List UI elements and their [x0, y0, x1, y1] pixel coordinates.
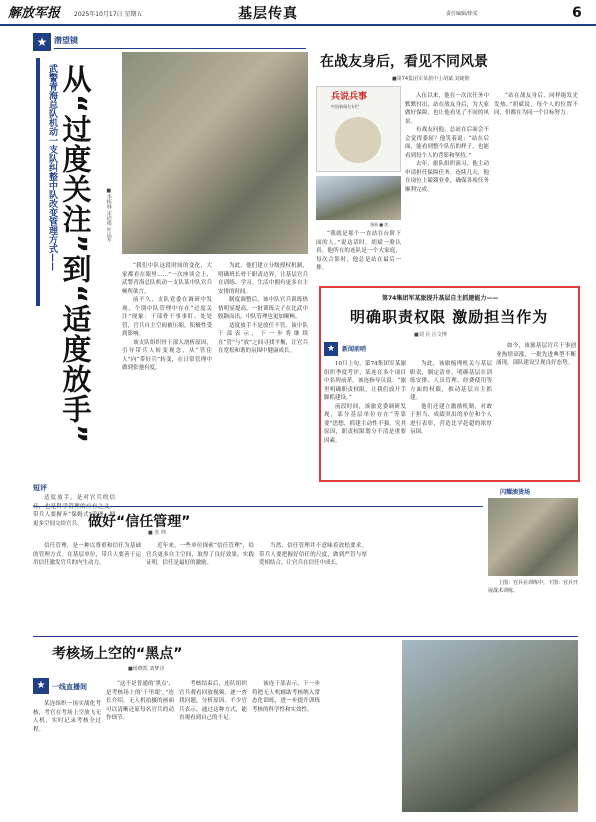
soldier-cartoon-icon: [335, 117, 381, 163]
paragraph: 如今，该旅基层官兵干事创业热情高涨，一批先进典型不断涌现，部队建设呈现良好态势。: [496, 343, 576, 367]
paragraph: “这不是普通的‘黑点’，是考核场上的‘千里眼’。”连长介绍，无人机拍摄的画面可以清晰还原每名官兵的动作细节。: [106, 681, 174, 722]
paragraph: 前不久，支队党委在调研中发现，个别中队管理中存在“过度关注”现象：干部骨干事事盯、处处管，官兵自主空间被压缩，积极性受到影响。: [122, 297, 212, 338]
feature4-photo: [402, 640, 578, 812]
paragraph: 该支队组织骨干深入剖析原因，引导带兵人转变观念，从“管住人”向“带好兵”转变，在日常管理中做到张弛有度。: [122, 339, 212, 372]
newspaper-logo: 解放军报: [8, 6, 61, 21]
news-title: 明确职责权限 激励担当作为: [350, 308, 549, 326]
news-byline: ■刘 兵 汪文博: [414, 332, 447, 338]
divider: [33, 636, 578, 637]
paragraph: 该连干部表示，下一步将把无人机辅助考核纳入常态化训练，进一步提升训练考核的科学性和实效性。: [252, 681, 320, 713]
cartoon-sublabel: 中国新闻名专栏: [331, 104, 359, 109]
paragraph: 为此，该旅梳理机关与基层职责，制定清单，明确基层在训练安排、人员管理、经费使用等方面的权限，推动基层自主抓建。: [410, 361, 492, 402]
paragraph: 上图：官兵在训练中。下图：官兵开展战术训练。: [488, 580, 579, 594]
article-photo: [316, 176, 401, 220]
feature-title: 从“过度关注”到“适度放手”: [58, 64, 93, 445]
paragraph: 制度调整后，该中队官兵训练热情明显提高，一批训练尖子在比武中脱颖而出，中队管理也更加顺畅。: [218, 297, 308, 321]
article-title: 做好“信任管理”: [88, 514, 191, 530]
page-number: 6: [572, 5, 582, 21]
paragraph: 他们还建立激励机制，对敢于担当、成绩突出的单位和个人进行表彰，营造比学赶超的浓厚氛围。: [410, 403, 492, 436]
paragraph: 适度放手不是放任不管。该中队干部表示，下一步将继续在“管”与“放”之间寻找平衡，让官兵在宽松和谐的氛围中健康成长。: [218, 322, 308, 355]
paragraph: “站在战友身后，同样能发光发热。”胡斌说，每个人的位置不同，但都在为同一个目标努力。: [494, 93, 578, 117]
editor-credit: 责任编辑/徐雯: [446, 11, 478, 17]
feature-subtitle: 武警青海总队机动一支队纠整中队改变管理方式——: [46, 64, 57, 271]
paragraph: 入伍以来，他在一次次任务中默默付出，站在战友身后，为大家做好保障，也让他看见了不同的风景。: [405, 93, 489, 125]
masthead: [0, 0, 596, 26]
article-title: 在战友身后，看见不同风景: [320, 54, 488, 70]
article-title: 考核场上空的“黑点”: [52, 646, 183, 662]
section-title: 基层传真: [238, 6, 298, 22]
paragraph: 10月上旬，第74集团军某旅组织季度考评，某连在多个项目中名列前茅。该连指导员说：“旅里明确职责权限，让我们放开手脚抓建设。”: [324, 361, 406, 402]
cartoon-caption: 漫画 ■ 凯: [370, 222, 389, 227]
divider: [33, 506, 483, 507]
article3-body-col2: [146, 542, 254, 634]
feature-photo: [122, 52, 308, 254]
commentary-label: 短评: [33, 484, 47, 492]
star-icon: ★: [33, 678, 49, 694]
feature4-body-col4: [252, 680, 320, 812]
article-byline: ■ 张 帅: [148, 530, 166, 536]
issue-date: 2025年10月17日 星期五: [74, 11, 143, 18]
news-body-col3: [496, 342, 576, 478]
paragraph: 近年来，一些单位探索“信任管理”，给官兵更多自主空间，取得了良好效果。实践证明，信任是最好的激励。: [146, 543, 254, 567]
paragraph: 为此，他们建立分级授权机制，明确班长骨干职责边界，让基层官兵在训练、学习、生活中拥有更多自主安排的时间。: [218, 263, 308, 295]
article-byline: ■第74集团军某旅中士胡斌 刘婕维: [392, 76, 470, 82]
paragraph: 某连组织一场实战化考核，考官在考场上空放飞无人机，实时记录考核全过程。: [33, 701, 101, 733]
news-label: 新闻前哨: [342, 346, 367, 353]
article-body-col1: [316, 230, 401, 282]
paragraph: 有战友问他，总站在后面会不会觉得委屈？他笑着说：“站在后面，能看到整个队伍的样子，也能看到每个人的背影和坚持。”: [405, 127, 489, 159]
photo-section-label: 闪耀滚烫场: [500, 489, 531, 496]
column-label: 一线直播间: [52, 683, 87, 691]
article-byline: ■杨晓凯 刘梦诗: [128, 666, 165, 672]
cartoon-illustration: [316, 86, 401, 172]
feature4-body-col3: [179, 680, 247, 812]
column-label: 潜望镜: [54, 36, 78, 45]
paragraph: 信任管理，是一种以尊重和信任为基础的管理方式。在基层单位，带兵人要善于运用信任激发官兵的内生动力。: [33, 543, 141, 567]
article3-body-col1: [33, 542, 141, 634]
news-body-col2: [410, 360, 492, 478]
section-photo: [488, 498, 578, 576]
feature4-body-col2: [106, 680, 174, 812]
paragraph: “我们中队这段时间的变化，大家都看在眼里……”一次座谈会上，武警青海总队机动一支队某中队官兵畅所欲言。: [122, 263, 212, 295]
article-body-col2: [405, 92, 489, 282]
paragraph: 前段时间，该旅党委调研发现，部分基层单位存在“等靠要”思想，抓建主动性不强。究其原因，职责权限划分不清是重要因素。: [324, 403, 406, 444]
paragraph: 适度放手，是对官兵的信 带兵人要摒弃“保姆式”管理，把更多空间交给官兵。: [33, 495, 115, 527]
feature4-body-col1: [33, 700, 101, 812]
feature-body-col1: [122, 262, 212, 494]
feature-byline: ■李栋林 宋培根 叶运军: [105, 188, 112, 243]
paragraph: “我就是那个一直站在台阶下面的人。”说这话时，胡斌一脸认真。他所在的连队是一个大家庭，每次合影时，他总是站在最后一排。: [316, 231, 401, 272]
paragraph: 当然，信任管理并不意味着放松要求。带兵人要把握好信任的尺度，做到严管与厚爱相结合，让官兵在信任中成长。: [259, 543, 367, 567]
star-icon: ★: [324, 342, 338, 356]
accent-bar: [36, 58, 40, 306]
paragraph: 考核结束后，连队组织官兵观看回放视频，逐一查找问题，分析原因。不少官兵表示，通过这种方式，能直观看到自己的不足。: [179, 681, 247, 722]
photo-caption: [488, 580, 578, 620]
article3-body-col3: [259, 542, 367, 634]
divider: [54, 48, 306, 49]
commentary-text: [33, 494, 115, 527]
news-body-col1: [324, 360, 406, 478]
star-icon: ★: [33, 33, 51, 51]
news-kicker: 第74集团军某旅提升基层自主抓建能力——: [382, 295, 499, 302]
cartoon-label: 兵说兵事: [331, 92, 368, 102]
feature-body-col2: [218, 262, 308, 494]
article-body-col3: [494, 92, 578, 282]
paragraph: 去年，旅队组织演习，他主动申请担任保障任务。连续几天，他在岗位上兢兢业业，确保各项任务顺利完成。: [405, 161, 489, 193]
